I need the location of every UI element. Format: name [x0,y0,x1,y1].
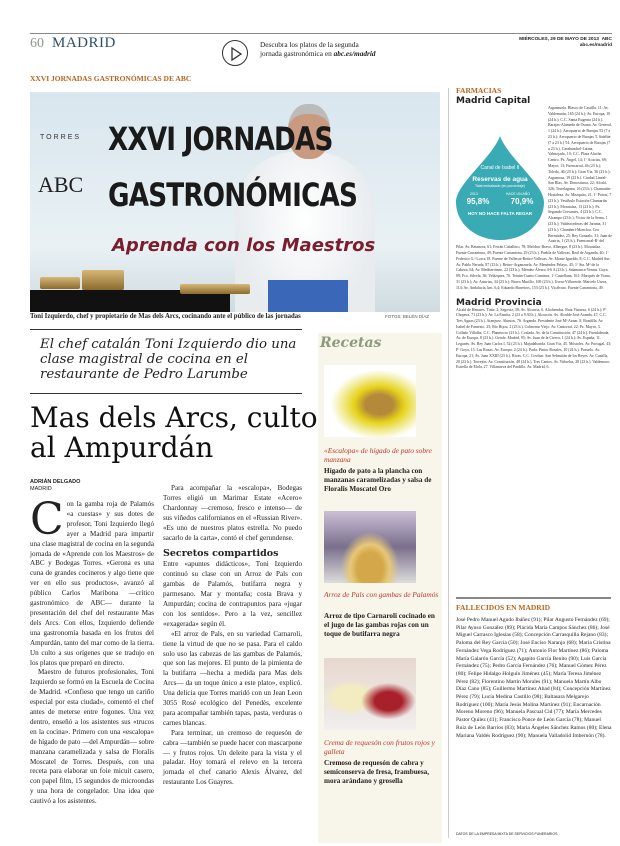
banner-text-3: Aprenda con los Maestros [112,235,376,256]
torres-logo: TORRES [40,134,82,141]
capital-title: Madrid Capital [456,96,531,106]
date: MIÉRCOLES, 29 DE MAYO DE 2013 [519,37,599,42]
article-column-2 [163,484,302,788]
byline [30,479,80,493]
recipes-title: Recetas [320,335,382,351]
recipe-description: Cremoso de requesón de cabra y semiconserva de fresa, frambuesa, mora arándano y grosella [324,759,430,785]
divider [30,393,302,394]
paragraph: Para acompañar la «escalopa», Bodegas Torres eligió un Marimar Estate «Acero» Chardonnay —cremoso, fresco e intenso— de sus viñedos californianos en el «Russian River». «Es uno de nuestros platos estrella. No puedo sacarlo de la carta», contó el chef gerundense. [163,484,302,542]
label-prev: HACE UN AÑO [505,191,530,196]
page-number: 60 [30,36,44,51]
dateline [470,37,612,49]
location: MADRID [30,486,52,492]
recipe-photo-dessert [324,658,416,730]
water-reserves-graphic [456,136,544,240]
author: ADRIÁN DELGADO [30,479,81,485]
recipe-photo-rice [324,511,416,583]
drop-cap: C [30,494,64,545]
pharmacies [456,96,612,371]
article-photo [30,92,440,312]
divider [456,597,611,599]
section-title: MADRID [52,35,116,51]
pharmacies-kicker: FARMACIAS [456,86,502,95]
watering-notice: HOY NO HACE FALTA REGAR [467,210,533,216]
capital-list: Arganzuela. Blasco de Castilla, 11; Av. Valdemarín, 165 (24 h.); Av. Europa, 10 (24 h.); C.C. Santa Eugenia (24 h.). Barajas-Alameda de Osuna. Av. General, 1 (24 h.). Aeropuerto de Barajas T2 (7 a 23 h.); Aeropuerto de Barajas T. Satélite (7 a 23 h.) T4. Aeropuerto de Barajas (7 a 23 h.). Carabanchel-Latina. Valmojado, 10; C.C. Plaza Aluche. Centro. Pz. Ángel, 14; 1º Acacias, 69; Mayor, 13; Fuencarral, 46 (23 h.); Toledo, 46 (23 h.); Gran Vía, 56 (23 h.); Argumosa, 19 (23 h.). Ciudad Lineal-San Blas. Av. Donostiarra, 22; Alcalá, 326; Torrelaguna, 16 (23 h.). Chamartín-Hortaleza. Av. Mezquita, 21; 1º Potosí, 7 (23 h.); Vestíbulo Estación Chamartín (23 h.); Moratalaz, 13 (23 h.); Pz. Segundo Cervantes, 4 (23 h.); C.C. Alcampo (23 h.); Víctor de la Serna, 1 (23 h.); Valdeacederas del Jarama, 31 (23 h.). Chamberí-Moncloa. Cea Bermúdez, 25; Rey Gonzalo, 31; Juan de Austria, 1 (23 h.). Fuencarral-Bº del Pilar. Av. Betanzos, 61; Ferrán Caballero, 78; Melchor Bravo, Albergue, 8 (23 h.). Moratalaz. Fuente Carrantona, 49; Fuente Carrantona, 29 (23 h.). Puebla de Vallecas. Real de Arganda, 40; 1º Federico G.ª Lorca 18. Puente de Vallecas-Retiro-Vallecas. Av. Monte Igueldo, 8; C.C. Madrid Sur; Av. Pablo Neruda, 87 (23 h.). Retiro-Arganzuela. Av. Menéndez Pelayo, 45; 1º Sta. Mª de la Cabeza, 64; Av. Mediterráneo, 22 (23 h.); Méndez Álvaro 4-6 A (23 h.). Salamanca-Ventas. Goya, 89; Fco. Silvela, 36; Velázquez, 76. Tetuán-Cuatro Caminos. 1º Castellana, 161; Marqués de Viana, 31 (23 h.); Av. Asturias, 34 (23 h.); Bravo Murillo, 169 (23 h.). Usera-Villaverde. Marcelo Usera, 114; Av. Andalucía, km. 6,4; Eduardo Barreiros, 153 (23 h.). Vicálvaro. Fuente Carrantona, 49. [456,106,612,290]
recipe-description: Hígado de pato a la plancha con manzanas caramelizadas y salsa de Floralis Moscatel Oro [324,467,432,493]
label-now: 2013 [470,191,478,196]
banner-text-2: GASTRONÓMICAS [108,176,358,214]
brand-url[interactable]: abc.es/madrid [579,43,612,48]
capital-block [456,106,612,292]
column-divider [448,88,449,838]
reserves-title: Reservas de agua [472,175,528,183]
recipes-box [318,333,442,843]
brand: ABC [601,37,612,42]
recipe-name: Crema de requesón con frutos rojos y galleta [324,738,435,756]
promo-text: Descubra los platos de la segunda jornada gastronómica en [260,40,359,58]
play-video-icon[interactable] [222,40,248,66]
canal-logo: Canal de Isabel II [480,165,520,171]
article-headline: Mas dels Arcs, culto al Ampurdán [30,401,318,464]
photo-caption: Toni Izquierdo, chef y propietario de Mas dels Arcs, cocinando ante el público de las jornadas [30,313,301,320]
reserves-subtitle: Total embalsado (en porcentaje) [474,183,525,188]
pot [40,277,80,289]
recipe-description: Arroz de tipo Carnaroli cocinado en el jugo de las gambas rojas con un toque de butifarra negra [324,612,435,638]
section-kicker: XXVI JORNADAS GASTRONÓMICAS DE ABC [30,74,192,83]
header-rule [30,33,612,34]
obituaries-list: José Pedro Manuel Agudo Ibáñez (91); Pilar Augusto Fernández (69); Pilar Ayuso González (89); Plácida María Campos Sánchez (86); José Miguel Carrasco Iglesias (58); Concepción Carrasquilla Rejano (83); Paloma del Rey García (50); José Enciso Naranjo (68); María Cristina Fernández Vega Rodríguez (71); Antonio Flor Martínez (86); Paloma María Galarón García (52); Agapito García Benito (90); Luis García Fernández (75); Pedro García Fernández (76); Manuel Gómez Pérez (80); Felipe Hidalgo Holguín Jiménez (45); María Teresa Jiménez Pérez (82); Florentino Martín Morales (91); Manuela Martín Albo Díaz Cano (85); Guillermo Martínez Abad (84); Concepción Martínez Pérez (79); Lucía Medina Castillo (98); Baltasara Melgarejo Rodríguez (100); María Jesús Molina Martínez (91); Encarnación Moreno Moreno (96); Manuela Pascual Cid (77); María Mercedes Pastor Quilez (41); Francisco Ponce de León García (78); Manuel Ruiz de León Barrios (83); María Ángeles Sánchez Ramos (80); Elena Mariana Valdés Rodríguez (90); Manuela Valladolid Imbernón (78). [456,617,612,739]
paragraph: Maestro de futuros profesionales, Toni Izquierdo se formó en la Escuela de Cocina de Madrid. «Confieso que tengo un cariño especial por esta ciudad», comentó el chef antes de meterse entre fogones. Una vez dentro, enseñó a los asistentes sus «trucos en la cocina». Primero con una «escalopa» de hígado de pato —del Ampurdán— sobre manzana caramelizada y salsa de Floralis Moscatel de Torres. Después, con una receta para elaborar un foie micuit casero, con papel film, 15 segundos de microondas y una hora de congelador. Una idea que cautivó a los asistentes. [30,668,154,806]
pharmacies-capital [456,96,612,292]
paragraph: «El arroz de Pals, en su variedad Carnaroli, tiene la virtud de que no se pasa. Para el caldo solo uso las cabezas de las gambas de Palamós, que son las mejores. El punto de la pimienta de la butifarra —hecha a medida para Mas dels Arcs— da un toque único a este plato», explicó. Una delicia que Torres maridó con un Jean Leon 3055 Rosé ecológico del Penedès, excelente para acompañar también tapas, pasta, verduras o carnes blancas. [163,629,302,727]
recipe-name: «Escalopa» de hígado de pato sobre manzana [324,446,432,464]
paragraph: on la gamba roja de Palamós «a cuestas» y sus dotes de profesor, Toni Izquierdo llegó ayer a Madrid para impartir una clase magistral de cocina en la segunda jornada de «Aprende con los Maestros» de ABC y Bodegas Torres. «Gerona es una cuna de grandes cocineros y algo tiene que ver en ello sus productos», avanzó al público Carlos Maribona —crítico gastronómico de ABC— durante la presentación del chef del restaurante Mas dels Arcs. Con ellos, Izquierdo defiende una gastronomía basada en los frutos del Ampurdán, tanto del mar como de la tierra. Un culto a sus orígenes que se tradujo en los platos que preparó en directo. [30,500,154,667]
recipe-photo-foie [324,365,416,437]
paragraph: Para terminar, un cremoso de requesón de cabra —también se puede hacer con mascarpone— y frutos rojos. Un deleite para la vista y el paladar. Hoy tomará el relevo en la tercera jornada el chef canario Alexis Álvarez, del restaurante Los Guayres. [163,728,302,787]
photo-credit: FOTOS: BELÉN DÍAZ [385,314,430,319]
provincia-title: Madrid Provincia [456,297,542,308]
promo-link[interactable]: abc.es/madrid [333,49,376,58]
article-subtitle: Secretos compartidos [163,548,279,560]
banner-text-1: XXVI JORNADAS [108,120,333,158]
pot [82,270,124,290]
pan [180,284,250,294]
recipe-name: Arroz de Pals con gambas de Palamós [324,590,439,599]
chef-apron [268,280,348,312]
value-now: 95,8% [466,196,490,206]
paragraph: Entre «apuntes didácticos», Toni Izquierdo continuó su clase con un Arroz de Pals con gambas de Palamós, butifarra negra y parmesano. Mar y montaña; costa Brava y Ampurdán; cocina de contrapuntos para «jugar con los sentidos». Pero a la vez, sencillez «exagerada» según él. [163,560,302,628]
divider [30,329,302,330]
abc-logo: ABC [38,172,84,197]
article-column-1 [30,494,154,807]
obituaries-title: FALLECIDOS EN MADRID [456,603,551,612]
obituaries-source: DATOS DE LA EMPRESA MIXTA DE SERVICIOS FUNERARIOS [456,832,558,836]
article-subhead: El chef catalán Toni Izquierdo dio una clase magistral de cocina en el restaurante de Pedro Larumbe [40,337,297,382]
video-promo [260,40,380,58]
pharmacies-provincia [456,298,612,372]
provincia-list: Alcalá de Henares. Tinte, 2; Segovia, 38; Av. Alcarria, 6. Alcobendas. Ruiz Vinuesa, 6 (24 h.); Pº Chopera, 71 (23 h.); Av. La Ermita, 2 (23 a 9.30 h.). Alcorcón. Av. Alcalde José Aranda, 47; C.C. Tres Aguas (23 h.). Aranjuez. Abastos, 76. Arganda. Presidente José Mª Aznar, 8. Boadilla. Av. Isabel de Farnesio, 25; Río Bijou, 2 (23 h.). Colmenar Viejo. Av. Cantorral, 22; Pz. Mayor, 3. Collado Villalba. C.C. Planetocio (23 h.). Coslada. Av. de la Constitución, 47 (24 h.). Fuenlabrada. Av. de Europa, 8 (23 h.). Getafe. Madrid, 95; Av. Juan de la Cierva, 1 (24 h.); Av. España, 11. Leganés. Av. Rey Juan Carlos I, 52 (23 h.). Majadahonda. Gran Vía, 45. Móstoles. Av. Portugal, 43; Pº Goya, 15. Las Rozas. Av. Europa, 2 (24 h.). Parla. Pintor Rosales, 10 (24 h.). Pozuelo. Av. Europa, 21; Av. Juan XXIII (23 h.). Rivas. C.C. Covibar. San Sebastián de los Reyes. Av. Castilla, 20 (23 h.). Torrejón. Av. Constitución, 48 (24 h.). Tres Cantos. Av. Viñuelas, 28 (23 h.). Valdemoro. Estrella de Elola, 27. Villanueva del Pardillo. Av. Madrid, 6. [456,307,612,370]
value-prev: 70,9% [510,196,534,206]
